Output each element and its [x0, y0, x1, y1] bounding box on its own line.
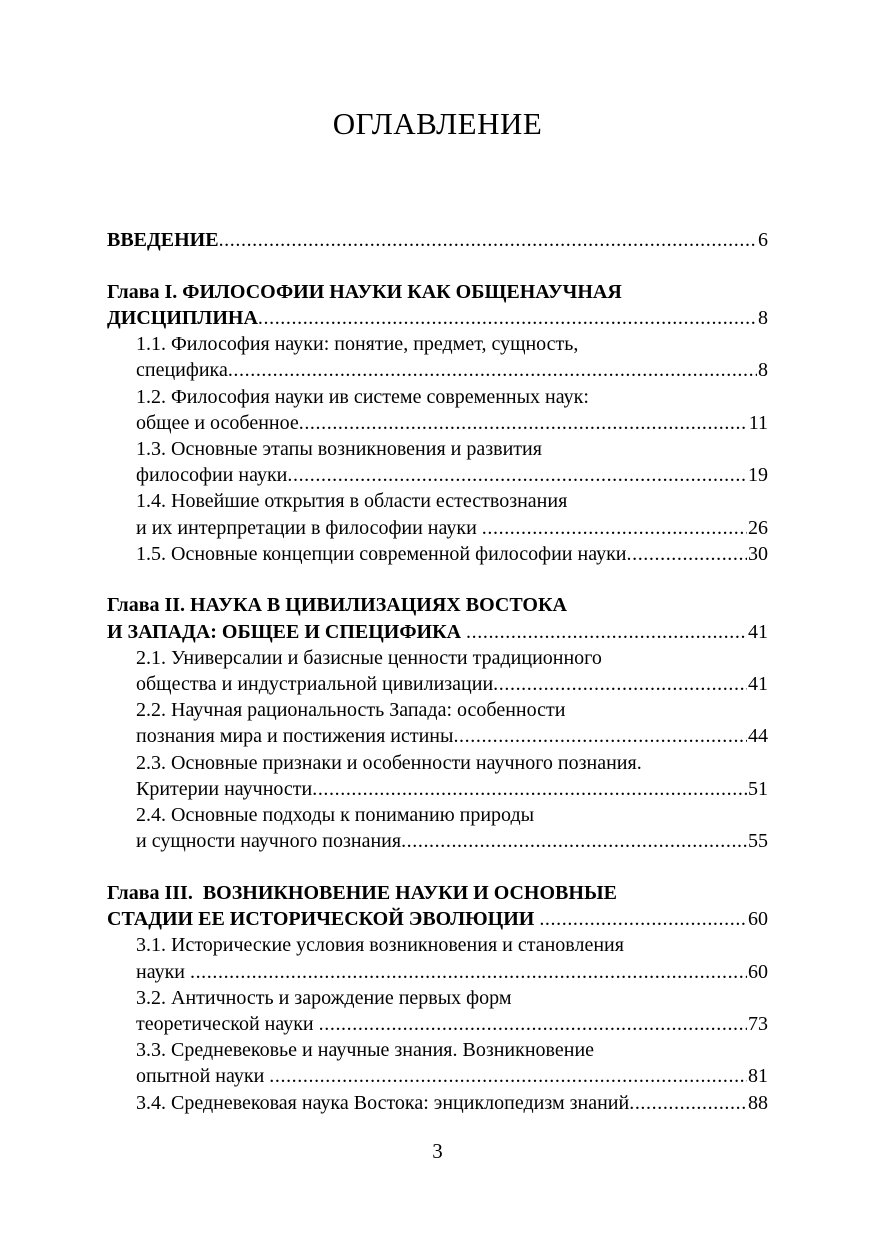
dot-leader — [258, 305, 757, 331]
entry-last-line — [136, 410, 768, 436]
toc-chapter-entry[interactable] — [107, 227, 768, 253]
entry-title-line: Глава I. ФИЛОСОФИИ НАУКИ КАК ОБЩЕНАУЧНАЯ — [107, 280, 622, 303]
toc-section-entry[interactable] — [107, 1037, 768, 1089]
dot-leader — [312, 776, 747, 802]
entry-title-line: СТАДИИ ЕЕ ИСТОРИЧЕСКОЙ ЭВОЛЮЦИИ — [107, 908, 540, 931]
dot-leader — [190, 959, 747, 985]
toc-section-entry[interactable] — [107, 985, 768, 1037]
entry-last-line — [136, 1090, 768, 1116]
toc-chapter-entry[interactable] — [107, 880, 768, 932]
entry-title-line: 1.5. Основные концепции современной философии науки — [136, 542, 627, 565]
page-number: 3 — [432, 1139, 443, 1163]
entry-page-number: 8 — [758, 306, 768, 329]
entry-title-line: Критерии научности — [136, 777, 313, 800]
entry-last-line — [136, 357, 768, 383]
entry-title-line: 2.3. Основные признаки и особенности научного познания. — [136, 751, 642, 774]
toc-section-entry[interactable] — [107, 1090, 768, 1116]
entry-title-line: познания мира и постижения истины — [136, 725, 454, 748]
toc-section-entry[interactable] — [107, 750, 768, 802]
dot-leader — [482, 515, 747, 541]
entry-last-line — [107, 305, 768, 331]
entry-title-line: 1.1. Философия науки: понятие, предмет, сущность, — [136, 333, 579, 356]
dot-leader — [299, 410, 748, 436]
entry-page-number: 30 — [748, 542, 768, 565]
dot-leader — [219, 227, 757, 253]
toc-section-entry[interactable] — [107, 488, 768, 540]
entry-title-line: общества и индустриальной цивилизации — [136, 673, 494, 696]
toc-section-entry[interactable] — [107, 697, 768, 749]
toc-section-entry[interactable] — [107, 802, 768, 854]
entry-page-number: 6 — [758, 229, 768, 251]
entry-last-line — [136, 462, 768, 488]
dot-leader — [493, 671, 747, 697]
dot-leader — [269, 1063, 747, 1089]
entry-title-line: и их интерпретации в философии науки — [136, 516, 482, 539]
entry-last-line — [136, 671, 768, 697]
entry-title-line: 1.4. Новейшие открытия в области естествознания — [136, 490, 568, 513]
entry-title-line: 2.2. Научная рациональность Запада: особенности — [136, 699, 566, 722]
dot-leader — [539, 906, 747, 932]
entry-title-line: общее и особенное — [136, 411, 299, 434]
page-title: ОГЛАВЛЕНИЕ — [332, 106, 543, 141]
entry-page-number: 26 — [748, 516, 768, 539]
entry-title-line: 3.4. Средневековая наука Востока: энциклопедизм знаний — [136, 1091, 630, 1114]
dot-leader — [466, 619, 747, 645]
entry-title-line: и сущности научного познания — [136, 830, 402, 853]
entry-page-number: 73 — [748, 1012, 768, 1035]
entry-page-number: 88 — [748, 1091, 768, 1114]
entry-last-line — [107, 906, 768, 932]
entry-last-line — [136, 776, 768, 802]
entry-title-line: ДИСЦИПЛИНА — [107, 306, 258, 329]
entry-last-line — [136, 828, 768, 854]
toc-section-entry[interactable] — [107, 645, 768, 697]
entry-page-number: 55 — [748, 830, 768, 853]
entry-last-line — [136, 1011, 768, 1037]
dot-leader — [453, 723, 747, 749]
entry-title-line: 1.3. Основные этапы возникновения и развития — [136, 437, 542, 460]
entry-title-line: опытной науки — [136, 1065, 270, 1088]
toc-section-entry[interactable] — [107, 331, 768, 383]
entry-title-line: теоретической науки — [136, 1012, 319, 1035]
entry-title-line: Глава II. НАУКА В ЦИВИЛИЗАЦИЯХ ВОСТОКА — [107, 594, 567, 617]
entry-page-number: 11 — [748, 411, 768, 434]
entry-title-line: науки — [136, 960, 190, 983]
toc-section-entry[interactable] — [107, 436, 768, 488]
entry-page-number: 60 — [748, 908, 768, 931]
entry-page-number: 41 — [748, 673, 768, 696]
entry-title-line: 2.4. Основные подходы к пониманию природы — [136, 804, 535, 827]
dot-leader — [401, 828, 747, 854]
entry-last-line — [136, 515, 768, 541]
entry-page-number: 60 — [748, 960, 768, 983]
entry-title-line: ВВЕДЕНИЕ — [107, 229, 219, 251]
entry-title-line: 2.1. Универсалии и базисные ценности традиционного — [136, 646, 602, 669]
dot-leader — [627, 541, 748, 567]
entry-last-line — [136, 959, 768, 985]
dot-leader — [287, 462, 747, 488]
entry-title-line: специфика — [136, 359, 228, 382]
entry-last-line — [107, 227, 768, 253]
entry-title-line: 1.2. Философия науки ив системе современных наук: — [136, 385, 589, 408]
entry-title-line: Глава III. ВОЗНИКНОВЕНИЕ НАУКИ И ОСНОВНЫЕ — [107, 881, 617, 904]
entry-page-number: 81 — [748, 1065, 768, 1088]
entry-title-line: философии науки — [136, 464, 288, 487]
entry-page-number: 8 — [758, 359, 768, 382]
entry-page-number: 51 — [748, 777, 768, 800]
entry-last-line — [136, 541, 768, 567]
toc-section-entry[interactable] — [107, 384, 768, 436]
entry-last-line — [107, 619, 768, 645]
entry-page-number: 19 — [748, 464, 768, 487]
dot-leader — [319, 1011, 747, 1037]
entry-page-number: 44 — [748, 725, 768, 748]
toc-chapter-entry[interactable] — [107, 592, 768, 644]
entry-last-line — [136, 1063, 768, 1089]
entry-title-line: 3.2. Античность и зарождение первых форм — [136, 986, 512, 1009]
toc-chapter-entry[interactable] — [107, 279, 768, 331]
toc-section-entry[interactable] — [107, 541, 768, 567]
entry-last-line — [136, 723, 768, 749]
dot-leader — [228, 357, 757, 383]
dot-leader — [629, 1090, 747, 1116]
entry-title-line: И ЗАПАДА: ОБЩЕЕ И СПЕЦИФИКА — [107, 620, 467, 643]
entry-page-number: 41 — [748, 620, 768, 643]
entry-title-line: 3.3. Средневековье и научные знания. Возникновение — [136, 1039, 595, 1062]
entry-title-line: 3.1. Исторические условия возникновения и становления — [136, 934, 624, 957]
toc-section-entry[interactable] — [107, 932, 768, 984]
table-of-contents — [107, 227, 768, 1116]
